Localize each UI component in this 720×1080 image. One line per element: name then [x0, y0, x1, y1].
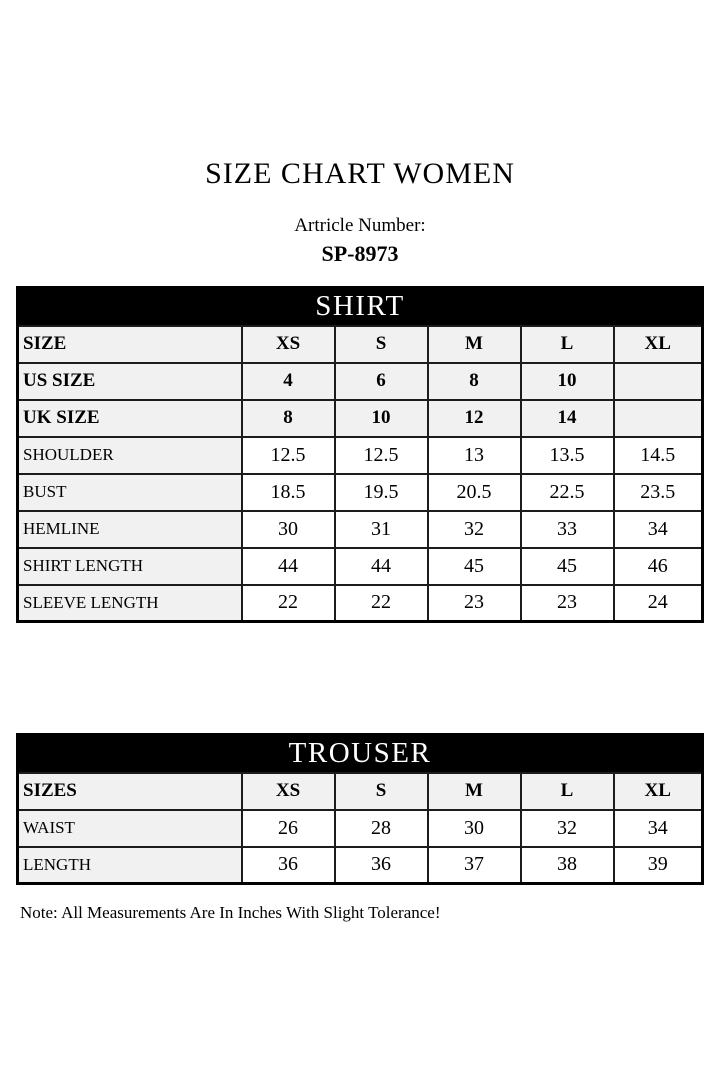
- value-cell: 4: [242, 363, 335, 400]
- table-row: [18, 363, 703, 400]
- table-row: [18, 548, 703, 585]
- value-cell: 32: [521, 810, 614, 847]
- table-caption-row: [18, 735, 703, 773]
- value-cell: 30: [242, 511, 335, 548]
- value-cell: 19.5: [335, 474, 428, 511]
- value-cell: 20.5: [428, 474, 521, 511]
- shirt-size-table: [16, 286, 704, 623]
- value-cell: 38: [521, 847, 614, 884]
- value-cell: 12: [428, 400, 521, 437]
- value-cell: 18.5: [242, 474, 335, 511]
- table-row: [18, 585, 703, 622]
- value-cell: 28: [335, 810, 428, 847]
- value-cell: [614, 363, 703, 400]
- value-cell: 44: [242, 548, 335, 585]
- row-label: WAIST: [18, 810, 242, 847]
- row-label: SHIRT LENGTH: [18, 548, 242, 585]
- value-cell: 22: [335, 585, 428, 622]
- value-cell: 12.5: [242, 437, 335, 474]
- value-cell: 26: [242, 810, 335, 847]
- value-cell: M: [428, 773, 521, 810]
- value-cell: 39: [614, 847, 703, 884]
- row-label: SIZES: [18, 773, 242, 810]
- value-cell: 31: [335, 511, 428, 548]
- article-number-label: Artricle Number:: [294, 215, 426, 236]
- row-label: BUST: [18, 474, 242, 511]
- value-cell: 6: [335, 363, 428, 400]
- page-title: SIZE CHART WOMEN: [205, 157, 515, 190]
- value-cell: 8: [428, 363, 521, 400]
- value-cell: 8: [242, 400, 335, 437]
- table-row: [18, 437, 703, 474]
- value-cell: 13: [428, 437, 521, 474]
- value-cell: 34: [614, 810, 703, 847]
- value-cell: 22.5: [521, 474, 614, 511]
- trouser-table-caption: TROUSER: [18, 735, 703, 773]
- value-cell: 44: [335, 548, 428, 585]
- measurement-note: Note: All Measurements Are In Inches With Slight Tolerance!: [20, 903, 441, 922]
- value-cell: 36: [335, 847, 428, 884]
- row-label: LENGTH: [18, 847, 242, 884]
- value-cell: 36: [242, 847, 335, 884]
- value-cell: 34: [614, 511, 703, 548]
- value-cell: XS: [242, 773, 335, 810]
- table-row: [18, 326, 703, 363]
- value-cell: 33: [521, 511, 614, 548]
- value-cell: 45: [521, 548, 614, 585]
- value-cell: 23: [428, 585, 521, 622]
- value-cell: 12.5: [335, 437, 428, 474]
- table-row: [18, 773, 703, 810]
- table-row: [18, 511, 703, 548]
- value-cell: 22: [242, 585, 335, 622]
- row-label: UK SIZE: [18, 400, 242, 437]
- row-label: SHOULDER: [18, 437, 242, 474]
- value-cell: 32: [428, 511, 521, 548]
- article-number-value: SP-8973: [321, 241, 399, 266]
- value-cell: 23.5: [614, 474, 703, 511]
- value-cell: 45: [428, 548, 521, 585]
- table-caption-row: [18, 288, 703, 326]
- value-cell: 14.5: [614, 437, 703, 474]
- value-cell: L: [521, 773, 614, 810]
- value-cell: S: [335, 773, 428, 810]
- value-cell: 30: [428, 810, 521, 847]
- value-cell: M: [428, 326, 521, 363]
- row-label: SIZE: [18, 326, 242, 363]
- shirt-table-caption: SHIRT: [18, 288, 703, 326]
- value-cell: XL: [614, 326, 703, 363]
- value-cell: [614, 400, 703, 437]
- value-cell: 37: [428, 847, 521, 884]
- table-row: [18, 810, 703, 847]
- value-cell: 10: [521, 363, 614, 400]
- row-label: SLEEVE LENGTH: [18, 585, 242, 622]
- value-cell: 24: [614, 585, 703, 622]
- trouser-size-table: [16, 733, 704, 885]
- value-cell: 14: [521, 400, 614, 437]
- value-cell: 46: [614, 548, 703, 585]
- row-label: US SIZE: [18, 363, 242, 400]
- value-cell: 13.5: [521, 437, 614, 474]
- row-label: HEMLINE: [18, 511, 242, 548]
- value-cell: 10: [335, 400, 428, 437]
- value-cell: S: [335, 326, 428, 363]
- table-row: [18, 474, 703, 511]
- value-cell: 23: [521, 585, 614, 622]
- table-row: [18, 847, 703, 884]
- value-cell: XL: [614, 773, 703, 810]
- value-cell: XS: [242, 326, 335, 363]
- table-row: [18, 400, 703, 437]
- value-cell: L: [521, 326, 614, 363]
